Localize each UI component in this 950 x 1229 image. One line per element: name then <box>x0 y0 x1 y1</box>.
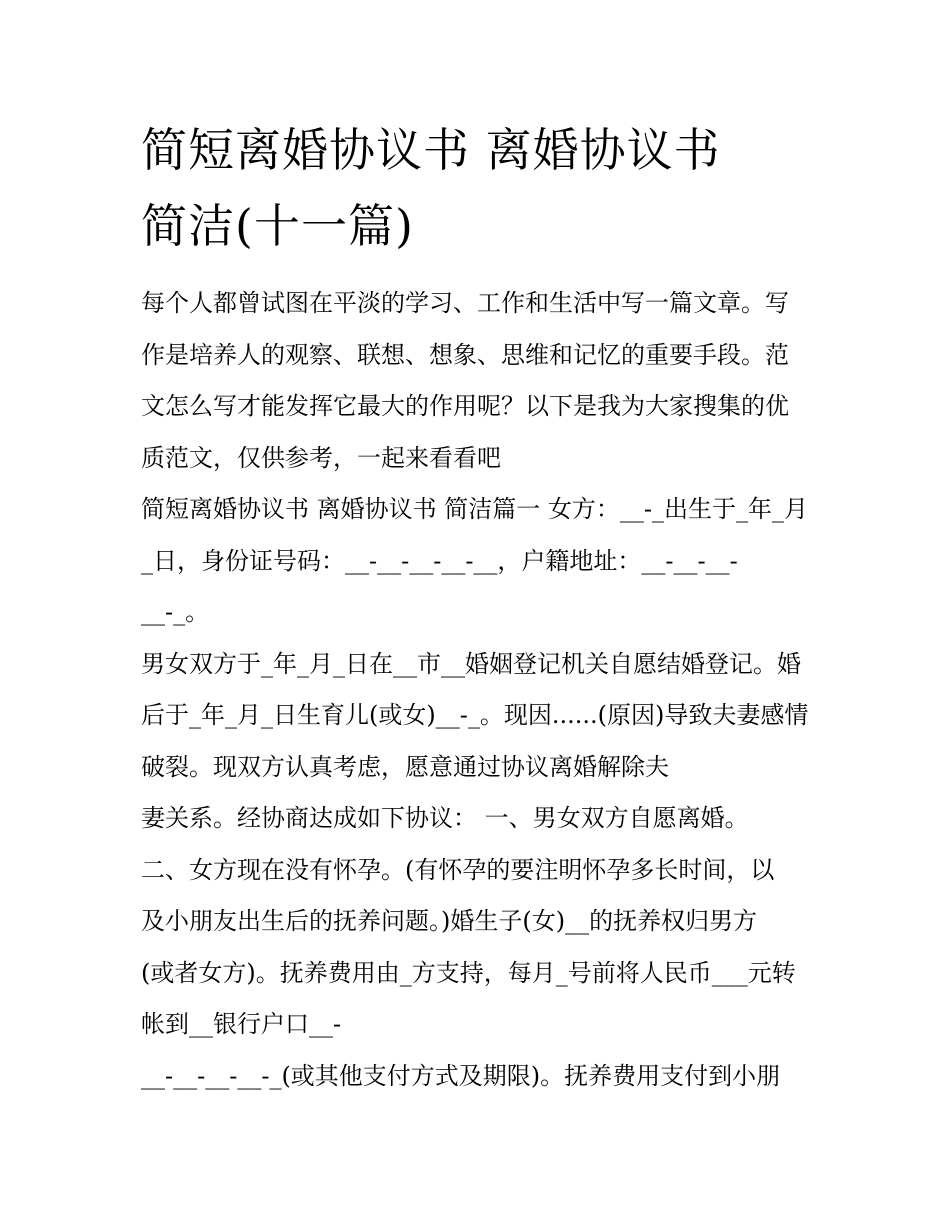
body-line-9: 后于_年_月_日生育儿(或女)__-_。现因......(原因)导致夫妻感情 <box>141 701 809 729</box>
body-line-12: 二、女方现在没有怀孕。(有怀孕的要注明怀孕多长时间，以 <box>141 855 775 884</box>
body-line-10: 破裂。现双方认真考虑，愿意通过协议离婚解除夫 <box>141 752 669 781</box>
title-line-1: 简短离婚协议书 离婚协议书 <box>141 123 721 177</box>
body-line-16: __-__-__-__-_(或其他支付方式及期限)。抚养费用支付到小朋 <box>141 1061 781 1090</box>
body-line-5: 简短离婚协议书 离婚协议书 简洁篇一 女方：__-_出生于_年_月 <box>141 495 808 523</box>
body-line-3: 文怎么写才能发挥它最大的作用呢？以下是我为大家搜集的优 <box>141 392 789 420</box>
body-line-6: _日，身份证号码：__-__-__-__-__，户籍地址：__-__-__- <box>141 546 738 575</box>
body-line-14: (或者女方)。抚养费用由_方支持，每月_号前将人民币___元转 <box>141 958 796 987</box>
body-line-2: 作是培养人的观察、联想、想象、思维和记忆的重要手段。范 <box>141 340 789 369</box>
document-content <box>141 112 821 1102</box>
document-body <box>141 278 821 1102</box>
body-line-7: __-_。 <box>141 598 210 626</box>
body-line-1: 每个人都曾试图在平淡的学习、工作和生活中写一篇文章。写 <box>141 289 789 317</box>
body-line-4: 质范文，仅供参考，一起来看看吧 <box>141 443 501 472</box>
body-line-13: 及小朋友出生后的抚养问题。)婚生子(女)__的抚养权归男方 <box>141 907 758 935</box>
body-line-8: 男女双方于_年_月_日在__市__婚姻登记机关自愿结婚登记。婚 <box>141 649 801 678</box>
title-line-2: 简洁(十一篇) <box>141 199 414 253</box>
document-title <box>141 112 821 264</box>
body-line-11: 妻关系。经协商达成如下协议： 一、男女双方自愿离婚。 <box>141 804 749 832</box>
body-line-15: 帐到__银行户口__- <box>141 1010 342 1038</box>
